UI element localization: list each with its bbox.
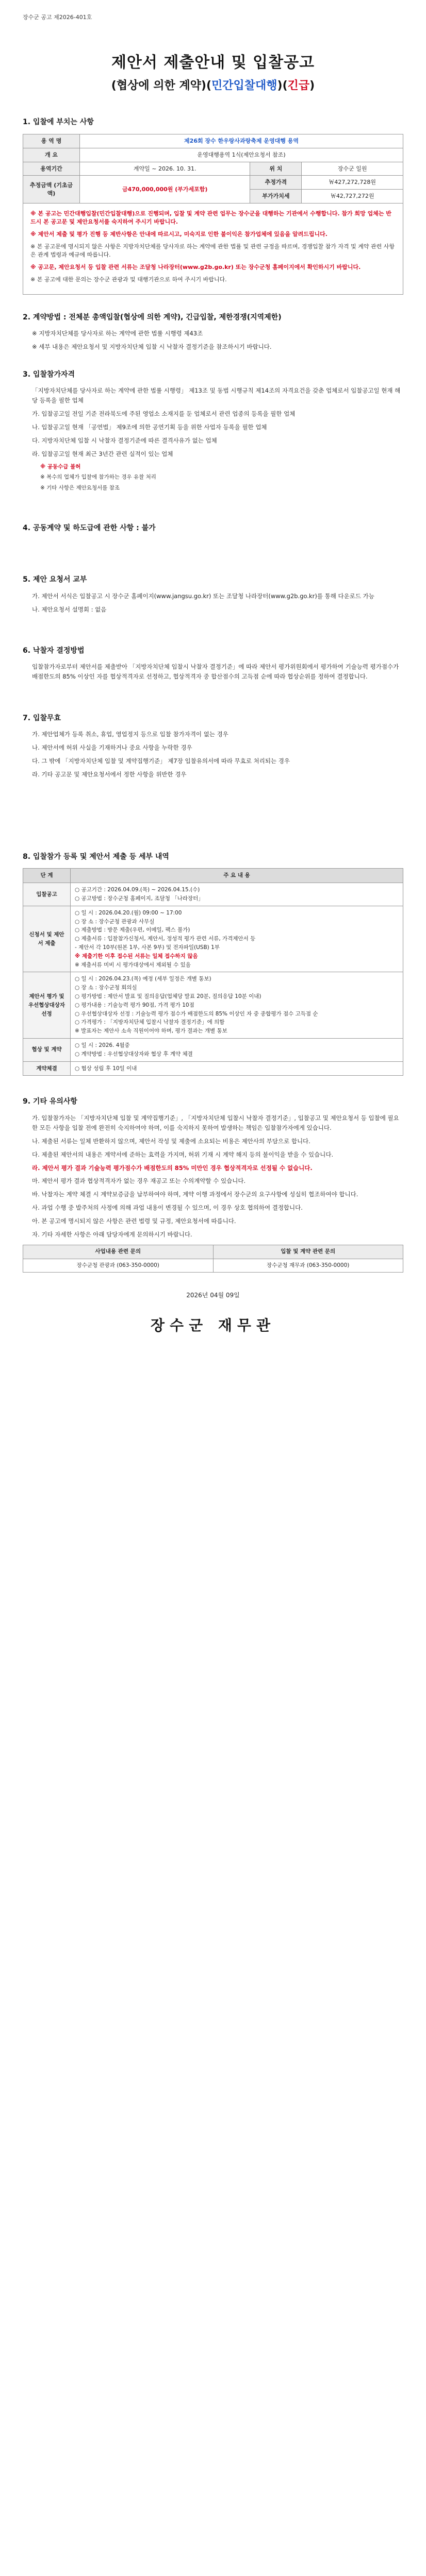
estimated-price: ￦427,272,728원 [302, 176, 403, 190]
bid-overview-table [23, 134, 403, 204]
service-name: 제26회 장수 한우랑사과랑축제 운영대행 용역 [80, 134, 403, 148]
stage-line: ○ 가격평가 : 「지방자치단체 입찰시 낙찰자 결정기준」에 의함 [75, 1019, 225, 1026]
header-content: 주 요 내 용 [71, 869, 403, 883]
list-item: 나. 제안요청서 설명회 : 없음 [32, 605, 107, 613]
stage-line: ○ 협상 성립 후 10일 이내 [75, 1065, 137, 1072]
contact-value: 장수군청 재무과 (063-350-0000) [213, 1259, 403, 1272]
stage-line: ○ 제출서류 : 입찰참가신청서, 제안서, 정성적 평가 관련 서류, 가격제안서 등 [75, 936, 256, 942]
row-label: 부가가치세 [250, 190, 302, 204]
table-row [23, 176, 403, 190]
list-item: 다. 그 밖에 「지방자치단체 입찰 및 계약집행기준」 제7장 입찰유의서에 따라 무효로 처리되는 경우 [32, 757, 290, 765]
stage-label: 제안서 평가 및 우선협상대상자 선정 [23, 972, 71, 1039]
list-item: 가. 제안업체가 등록 취소, 휴업, 영업정지 등으로 입찰 참가자격이 없는 경우 [32, 731, 228, 738]
subtitle-urgent: 긴급 [287, 79, 310, 93]
subtitle-middle: )( [277, 79, 288, 93]
section-5-title: 5. 제안 요청서 교부 [23, 575, 87, 584]
table-row [23, 1038, 403, 1061]
stage-line: ○ 우선협상대상자 선정 : 기술능력 평가 점수가 배점한도의 85% 이상인 자 중 종합평가 점수 고득점 순 [75, 1010, 318, 1017]
page-title: 제안서 제출안내 및 입찰공고 [111, 53, 315, 72]
table-row [23, 162, 403, 176]
notice-item: ※ 본 공고는 민간대행입찰(민간입찰대행)으로 진행되며, 입찰 및 계약 관련 업무는 장수군을 대행하는 기관에서 수행합니다. 참가 희망 업체는 반드시 본 공고문 및 제안요청서를 숙지하여 주시기 바랍니다. [30, 210, 391, 226]
notice-box [23, 203, 403, 295]
table-row [23, 906, 403, 972]
notice-item: ※ 본 공고문에 명시되지 않은 사항은 지방자치단체를 당사자로 하는 계약에 관한 법률 및 관련 규정을 따르며, 경쟁입찰 참가 자격 및 계약 관련 사항은 관계 법령과 예규에 따릅니다. [30, 243, 395, 259]
list-item: 나. 제안서에 허위 사실을 기재하거나 중요 사항을 누락한 경우 [32, 744, 192, 752]
table-row [23, 1259, 403, 1272]
stage-content [71, 1038, 403, 1061]
stage-content [71, 906, 403, 972]
vat-amount: ￦42,727,272원 [302, 190, 403, 204]
stage-label: 입찰공고 [23, 883, 71, 906]
section-3-title: 3. 입찰참가자격 [23, 370, 75, 379]
section-4-title: 4. 공동계약 및 하도급에 관한 사항 : 불가 [23, 524, 156, 533]
row-label: 개 요 [23, 148, 80, 162]
notice-item: ※ 본 공고에 대한 문의는 장수군 관광과 및 대행기관으로 하여 주시기 바랍니다. [30, 276, 227, 283]
section-1-title: 1. 입찰에 부치는 사항 [23, 118, 94, 127]
list-item: ※ 복수의 업체가 입찰에 참가하는 경우 유찰 처리 [40, 474, 156, 481]
stage-line: ○ 제출방법 : 방문 제출(우편, 이메일, 팩스 불가) [75, 927, 190, 934]
subtitle-prefix: (협상에 의한 계약)( [111, 79, 212, 93]
table-row [23, 134, 403, 148]
section-2-title: 2. 계약방법 : 전체분 총액입찰(협상에 의한 계약), 긴급입찰, 제한경쟁(지역제한) [23, 313, 282, 321]
list-item: 아. 본 공고에 명시되지 않은 사항은 관련 법령 및 규정, 제안요청서에 따릅니다. [32, 1217, 236, 1225]
list-item: ※ 지방자치단체를 당사자로 하는 계약에 관한 법률 시행령 제43조 [32, 330, 203, 337]
contact-table [23, 1245, 403, 1272]
table-header-row [23, 1245, 403, 1259]
list-item: 「지방자치단체를 당사자로 하는 계약에 관한 법률 시행령」 제13조 및 동법 시행규칙 제14조의 자격요건을 갖춘 업체로서 입찰공고일 현재 해당 등록을 필한 업체 [32, 387, 401, 404]
header-stage: 단 계 [23, 869, 71, 883]
issuer-name: 장수군 재무관 [150, 1317, 276, 1334]
schedule-table [23, 868, 403, 1076]
list-item: ※ 공동수급 불허 [40, 464, 81, 470]
row-label: 용역기간 [23, 162, 80, 176]
stage-content [71, 1061, 403, 1076]
stage-line: ※ 제출기한 이후 접수된 서류는 일체 접수하지 않음 [75, 953, 198, 959]
contact-header: 입찰 및 계약 관련 문의 [213, 1245, 403, 1259]
stage-line: ※ 제출서류 미비 시 평가대상에서 제외될 수 있음 [75, 961, 191, 968]
section-6-title: 6. 낙찰자 결정방법 [23, 646, 85, 655]
subtitle-suffix: ) [309, 79, 315, 93]
stage-label: 계약체결 [23, 1061, 71, 1076]
row-label: 용 역 명 [23, 134, 80, 148]
page-subtitle [23, 78, 403, 94]
section-8-title: 8. 입찰참가 등록 및 제안서 제출 등 세부 내역 [23, 853, 169, 861]
stage-line: ○ 공고기간 : 2026.04.09.(목) ~ 2026.04.15.(수) [75, 887, 200, 893]
row-label: 위 치 [250, 162, 302, 176]
document-number: 장수군 공고 제2026-401호 [23, 14, 92, 21]
list-item: 다. 지방자치단체 입찰 시 낙찰자 결정기준에 따른 결격사유가 없는 업체 [32, 437, 217, 445]
list-item: 라. 기타 공고문 및 제안요청서에서 정한 사항을 위반한 경우 [32, 771, 187, 778]
table-row [23, 883, 403, 906]
stage-line: ○ 일 시 : 2026.04.20.(월) 09:00 ~ 17:00 [75, 909, 182, 916]
stage-line: ※ 발표자는 제안사 소속 직원이어야 하며, 평가 결과는 개별 통보 [75, 1028, 227, 1035]
list-item: ※ 세부 내용은 제안요청서 및 지방자치단체 입찰 시 낙찰자 결정기준을 참조하시기 바랍니다. [32, 343, 272, 351]
subtitle-private-agency: 민간입찰대행 [211, 79, 277, 93]
stage-content [71, 883, 403, 906]
list-item: 가. 입찰참가자는 「지방자치단체 입찰 및 계약집행기준」, 「지방자치단체 입찰시 낙찰자 결정기준」, 입찰공고 및 제안요청서 등 입찰에 필요한 모든 사항을 입찰 전에 완전히 숙지하여야 하며, 이를 숙지하지 못하여 발생하는 책임은 입찰참가자에게 있습니다. [32, 1114, 399, 1131]
stage-line: ○ 일 시 : 2026. 4월중 [75, 1042, 130, 1048]
list-item: 라. 입찰공고일 현재 최근 3년간 관련 실적이 있는 업체 [32, 450, 173, 458]
service-period: 계약일 ~ 2026. 10. 31. [80, 162, 250, 176]
list-item: 나. 제출된 서류는 일체 반환하지 않으며, 제안서 작성 및 제출에 소요되는 비용은 제안사의 부담으로 합니다. [32, 1137, 310, 1145]
award-method-text: 입찰참가자로부터 제안서를 제출받아 「지방자치단체 입찰시 낙찰자 결정기준」에 따라 제안서 평가위원회에서 평가하여 기술능력 평가점수가 배점한도의 85% 이상인 자를 협상적격자로 선정하고, 협상적격자 중 합산점수의 고득점 순에 따라 협상순위를 정하여 결정합니다. [32, 663, 399, 681]
table-row [23, 1061, 403, 1076]
list-item: 사. 과업 수행 중 발주처의 사정에 의해 과업 내용이 변경될 수 있으며, 이 경우 상호 협의하여 결정합니다. [32, 1204, 303, 1212]
stage-line: ○ 일 시 : 2026.04.23.(목) 예정 (세부 일정은 개별 통보) [75, 976, 211, 982]
stage-line: ○ 평가내용 : 기술능력 평가 90점, 가격 평가 10점 [75, 1002, 194, 1008]
stage-line: ○ 장 소 : 장수군청 관광과 사무실 [75, 918, 155, 925]
list-item: 바. 낙찰자는 계약 체결 시 계약보증금을 납부하여야 하며, 계약 이행 과정에서 장수군의 요구사항에 성실히 협조하여야 합니다. [32, 1191, 358, 1198]
list-item: 자. 기타 자세한 사항은 아래 담당자에게 문의하시기 바랍니다. [32, 1231, 192, 1239]
contact-value: 장수군청 관광과 (063-350-0000) [23, 1259, 214, 1272]
list-item: 다. 제출된 제안서의 내용은 계약서에 준하는 효력을 가지며, 허위 기재 시 계약 해지 등의 불이익을 받을 수 있습니다. [32, 1150, 334, 1158]
table-row [23, 148, 403, 162]
stage-line: ○ 평가방법 : 제안서 발표 및 질의응답(업체당 발표 20분, 질의응답 10분 이내) [75, 993, 261, 999]
stage-label: 협상 및 계약 [23, 1038, 71, 1061]
stage-line: - 제안서 각 10부(원본 1부, 사본 9부) 및 전자파일(USB) 1부 [75, 944, 220, 951]
stage-line: ○ 공고방법 : 장수군청 홈페이지, 조달청 「나라장터」 [75, 895, 204, 902]
list-item: ※ 기타 사항은 제안요청서를 참조 [40, 484, 120, 491]
section-7-title: 7. 입찰무효 [23, 714, 61, 722]
row-label: 추정가격 [250, 176, 302, 190]
service-location: 장수군 일원 [302, 162, 403, 176]
stage-line: ○ 계약방법 : 우선협상대상자와 협상 후 계약 체결 [75, 1050, 193, 1057]
list-item: 마. 제안서 평가 결과 협상적격자가 없는 경우 재공고 또는 수의계약할 수 있습니다. [32, 1177, 246, 1185]
stage-label: 신청서 및 제안서 제출 [23, 906, 71, 972]
section-9-title: 9. 기타 유의사항 [23, 1097, 77, 1106]
stage-line: ○ 장 소 : 장수군청 회의실 [75, 985, 137, 991]
contact-header: 사업내용 관련 문의 [23, 1245, 214, 1259]
row-label: 추정금액 (기초금액) [23, 176, 80, 204]
list-item: 라. 제안서 평가 결과 기술능력 평가점수가 배점한도의 85% 미만인 경우 협상적격자로 선정될 수 없습니다. [32, 1164, 313, 1172]
notice-item: ※ 제안서 제출 및 평가 진행 등 제반사항은 안내에 따르시고, 미숙지로 인한 불이익은 참가업체에 있음을 알려드립니다. [30, 231, 327, 238]
notice-item: ※ 공고문, 제안요청서 등 입찰 관련 서류는 조달청 나라장터(www.g2b.go.kr) 또는 장수군청 홈페이지에서 확인하시기 바랍니다. [30, 264, 361, 270]
table-row [23, 972, 403, 1039]
estimated-amount: 금470,000,000원 (부가세포함) [80, 176, 250, 204]
list-item: 가. 제안서 서식은 입찰공고 시 장수군 홈페이지(www.jangsu.go.kr) 또는 조달청 나라장터(www.g2b.go.kr)를 통해 다운로드 가능 [32, 592, 374, 600]
stage-content [71, 972, 403, 1039]
table-header-row [23, 869, 403, 883]
notice-date: 2026년 04월 09일 [186, 1291, 240, 1299]
list-item: 가. 입찰공고일 전일 기준 전라북도에 주된 영업소 소재지를 둔 업체로서 관련 업종의 등록을 필한 업체 [32, 410, 296, 418]
service-overview: 운영대행용역 1식(제안요청서 참조) [80, 148, 403, 162]
list-item: 나. 입찰공고일 현재 「공연법」 제9조에 의한 공연기획 등을 위한 사업자 등록을 필한 업체 [32, 423, 267, 431]
